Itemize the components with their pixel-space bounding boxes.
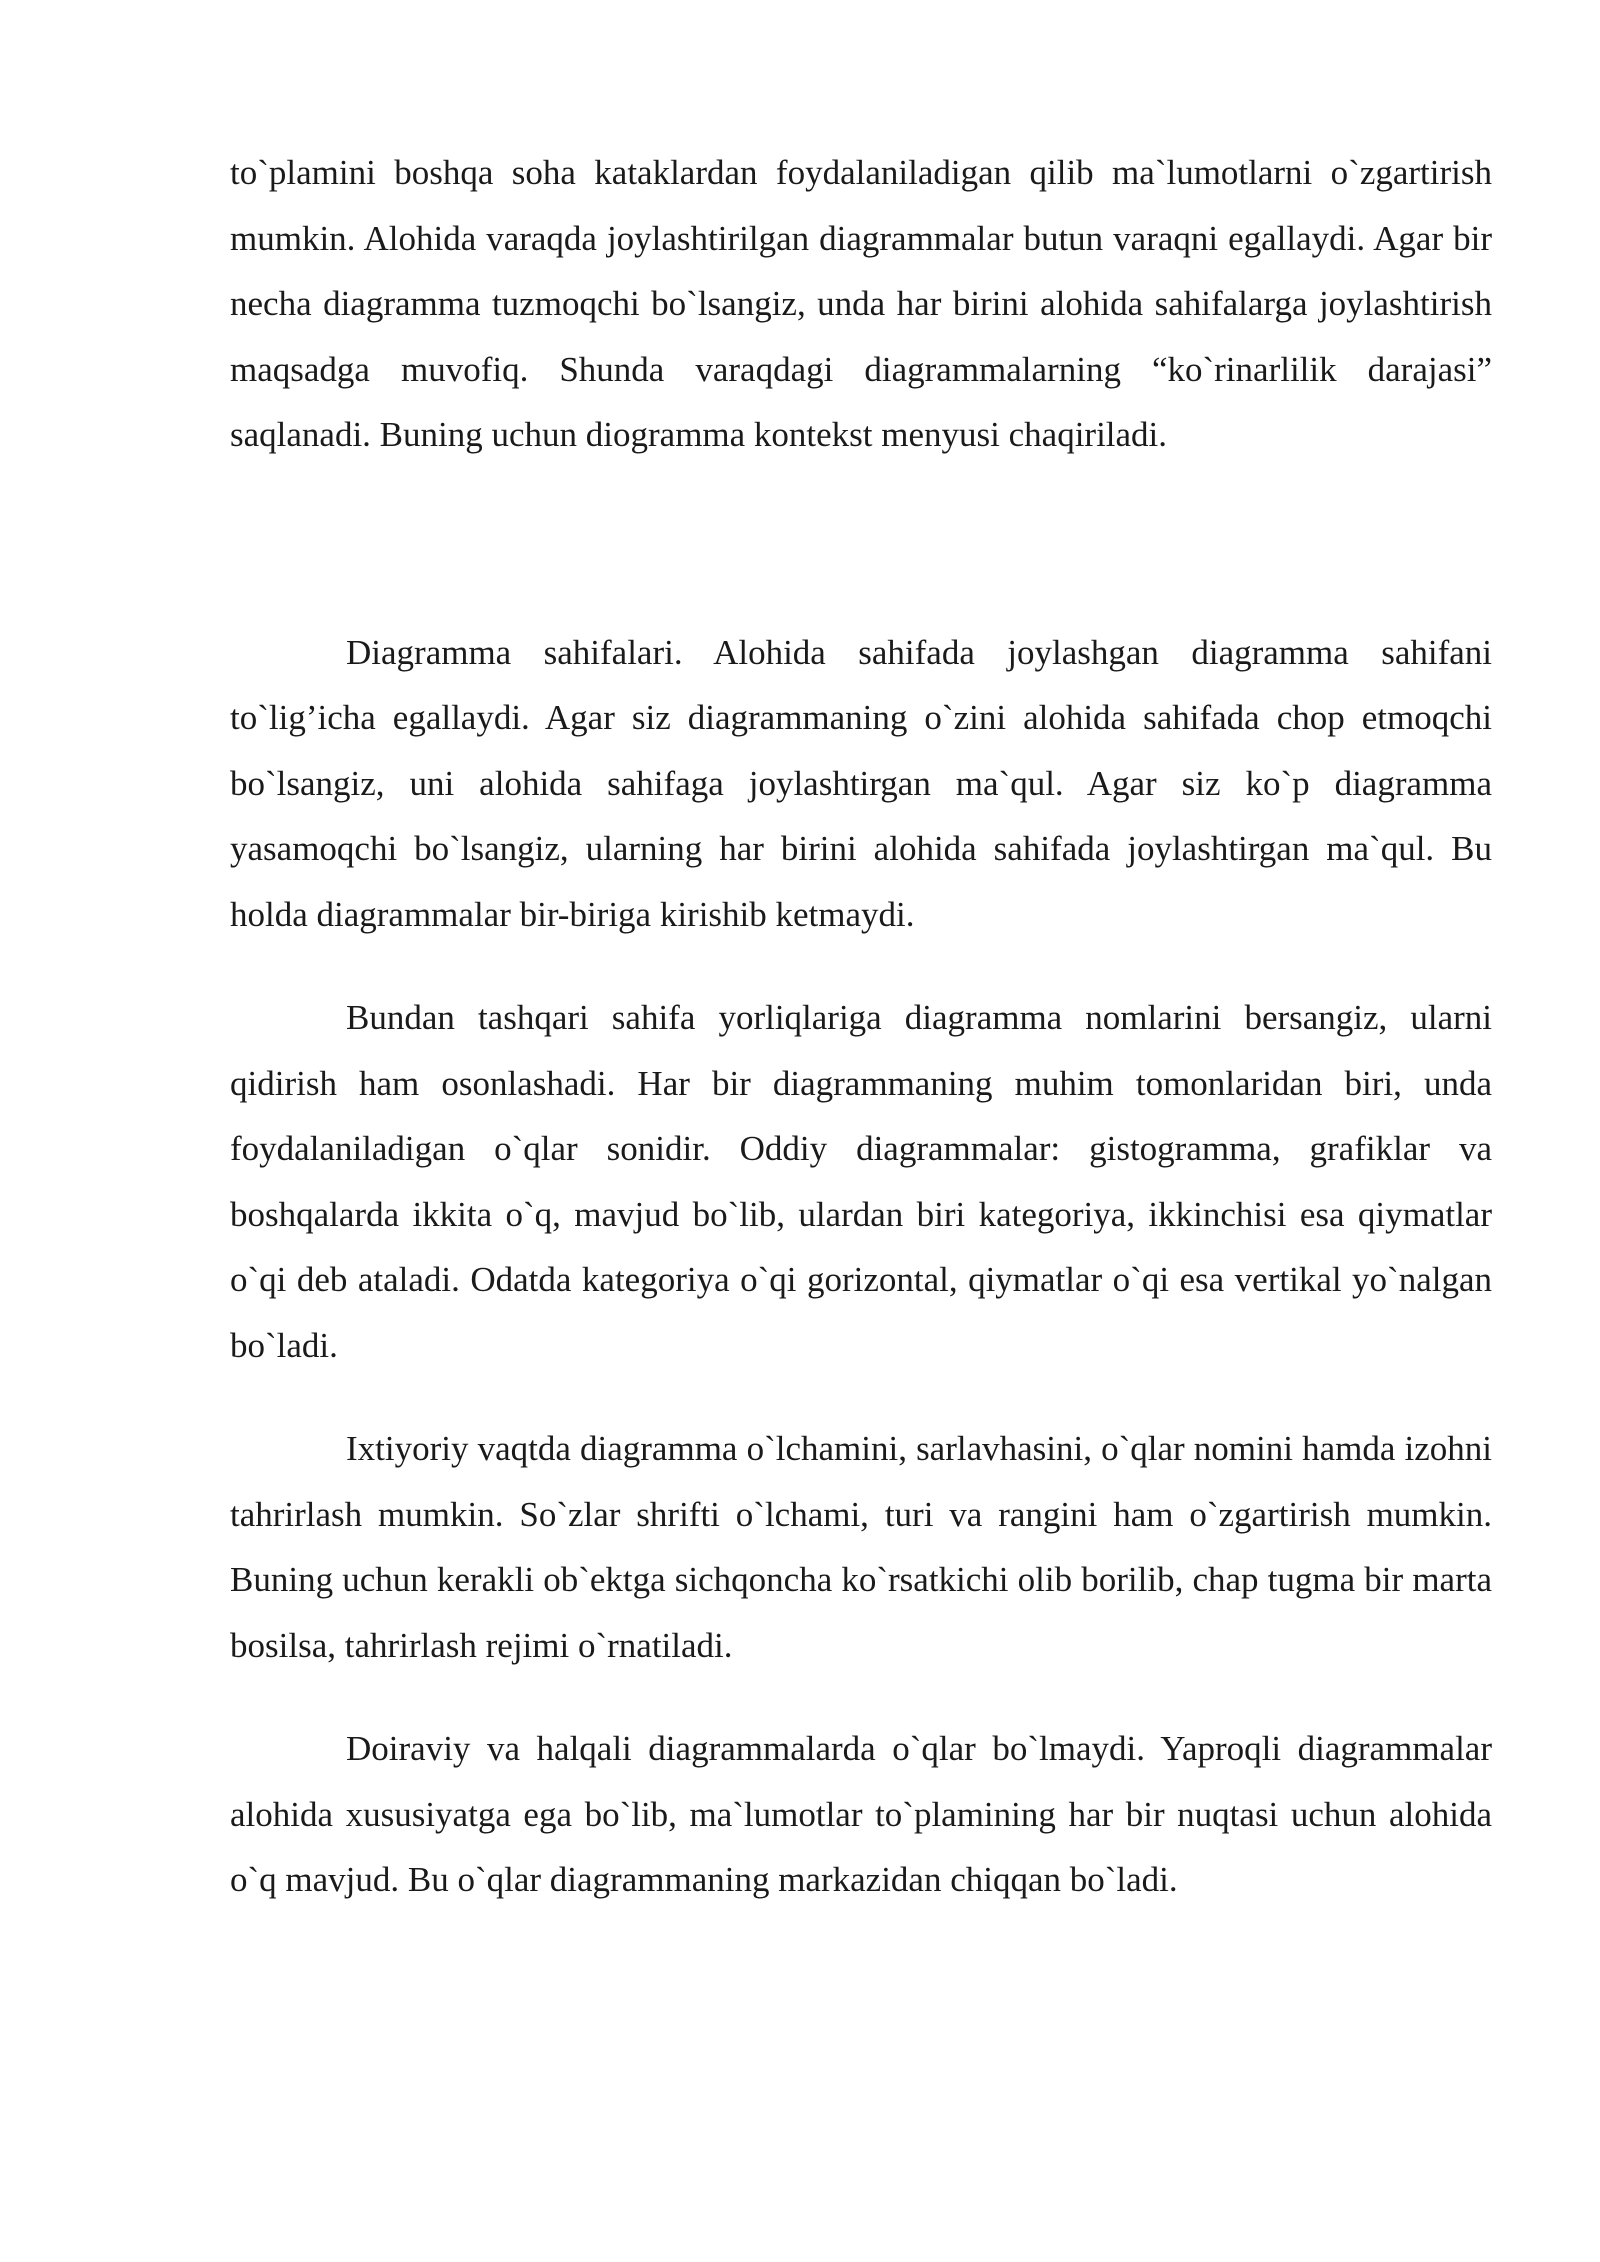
paragraph-spacer xyxy=(230,1678,1492,1716)
paragraph-spacer xyxy=(230,1378,1492,1416)
paragraph-continuation: to`plamini boshqa soha kataklardan foydalaniladigan qilib ma`lumotlarni o`zgartirish mumkin. Alohida varaqda joylashtirilgan diagrammalar butun varaqni egallaydi. Agar bir necha diagramma tuzmoqchi bo`lsangiz, unda har birini alohida sahifalarga joylashtirish maqsadga muvofiq. Shunda varaqdagi diagrammalarning “ko`rinarlilik darajasi” saqlanadi. Buning uchun diogramma kontekst menyusi chaqiriladi. xyxy=(230,153,1492,454)
paragraph-axes: Bundan tashqari sahifa yorliqlariga diagramma nomlarini bersangiz, ularni qidirish ham osonlashadi. Har bir diagrammaning muhim tomonlaridan biri, unda foydalaniladigan o`qlar sonidir. Oddiy diagrammalar: gistogramma, grafiklar va boshqalarda ikkita o`q, mavjud bo`lib, ulardan biri kategoriya, ikkinchisi esa qiymatlar o`qi deb ataladi. Odatda kategoriya o`qi gorizontal, qiymatlar o`qi esa vertikal yo`nalgan bo`ladi. xyxy=(230,998,1492,1365)
document-page xyxy=(230,140,1492,1913)
paragraph-editing: Ixtiyoriy vaqtda diagramma o`lchamini, sarlavhasini, o`qlar nomini hamda izohni tahrirlash mumkin. So`zlar shrifti o`lchami, turi va rangini ham o`zgartirish mumkin. Buning uchun kerakli ob`ektga sichqoncha ko`rsatkichi olib borilib, chap tugma bir marta bosilsa, tahrirlash rejimi o`rnatiladi. xyxy=(230,1429,1492,1665)
paragraph-spacer xyxy=(230,468,1492,620)
paragraph-spacer xyxy=(230,947,1492,985)
paragraph-diagram-pages: Diagramma sahifalari. Alohida sahifada joylashgan diagramma sahifani to`lig’icha egallaydi. Agar siz diagrammaning o`zini alohida sahifada chop etmoqchi bo`lsangiz, uni alohida sahifaga joylashtirgan ma`qul. Agar siz ko`p diagramma yasamoqchi bo`lsangiz, ularning har birini alohida sahifada joylashtirgan ma`qul. Bu holda diagrammalar bir-biriga kirishib ketmaydi. xyxy=(230,632,1492,934)
paragraph-pie-ring-radar: Doiraviy va halqali diagrammalarda o`qlar bo`lmaydi. Yaproqli diagrammalar alohida xususiyatga ega bo`lib, ma`lumotlar to`plamining har bir nuqtasi uchun alohida o`q mavjud. Bu o`qlar diagrammaning markazidan chiqqan bo`ladi. xyxy=(230,1729,1492,1899)
